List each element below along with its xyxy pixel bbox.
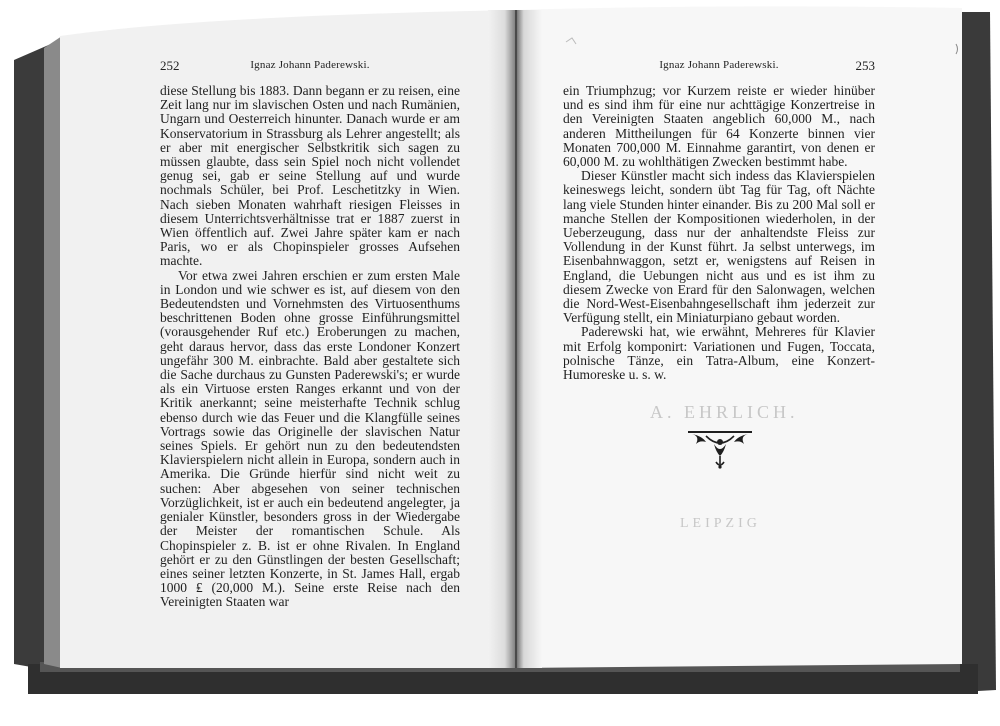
right-page-body <box>563 84 875 382</box>
bleed-through-city: LEIPZIG <box>680 516 761 531</box>
running-head-left: Ignaz Johann Paderewski. <box>250 59 370 71</box>
right-page-header <box>563 58 875 76</box>
bleed-through-author: A. EHRLICH. <box>650 402 799 422</box>
left-page-header <box>160 58 460 76</box>
left-paragraph-2: Vor etwa zwei Jahren erschien er zum ersten Male in London und wie schwer es ist, auf diesem von den Bedeutendsten und Vornehmsten des Virtuosenthums beschrittenen Boden ohne grosse Einführungsmittel (vorausgehender Ruf etc.) Eroberungen zu machen, geht daraus hervor, dass das erste Londoner Konzert ungefähr 300 M. einbrachte. Bald aber gestaltete sich die Sache durchaus zu Gunsten Paderewski's; er wurde als ein Virtuose ersten Ranges erkannt und von der Kritik anerkannt; seine meisterhafte Technik schlug ebenso durch wie das Feuer und die Klangfülle seines Vortrags sowie das Originelle der slavischen Natur seines Spiels. Er gehört nun zu den bedeutendsten Klavierspielern nicht allein in Europa, sondern auch in Amerika. Die Gründe hierfür sind nicht weit zu suchen: Aber abgesehen von seiner technischen Vorzüglichkeit, ist er auch ein bedeutend angelegter, ja genialer Künstler, besonders gross in der Wiedergabe der Meister der romantischen Schule. Als Chopinspieler z. B. ist er ohne Rivalen. In England gehört er zu den Günstlingen der besten Gesellschaft; eines seiner letzten Konzerte, in St. James Hall, ergab 1000 ₤ (20,000 M.). Seine erste Reise nach den Vereinigten Staaten war <box>160 267 460 610</box>
running-head-right: Ignaz Johann Paderewski. <box>659 59 779 71</box>
right-paragraph-2: Dieser Künstler macht sich indess das Klavierspielen keineswegs leicht, sondern übt Tag für Tag, oft Nächte lang viele Stunden hinter einander. Bis zu 200 Mal soll er manche Stellen der Kompositionen wiederholen, in der Ueberzeugung, dass nur der anhaltendste Fleiss zur Vollendung in der Kunst führt. Ja selbst unterwegs, im Eisenbahnwaggon, setzt er, wenigstens auf Reisen in England, die Uebungen nicht aus und es ist ihm zu diesem Zwecke von Erard für den Salonwagen, welchen die Nord-West-Eisenbahngesellschaft ihm jederzeit zur Verfügung stellt, ein Miniaturpiano gebaut worden. <box>563 168 875 326</box>
right-paragraph-1: ein Triumphzug; vor Kurzem reiste er wieder hinüber und es sind ihm für eine nur achttägige Konzertreise in den Vereinigten Staaten angeblich 60,000 M., nach anderen Mittheilungen für 64 Konzerte binnen vier Monaten 700,000 M. Einnahme garantirt, von denen er 60,000 M. zu wohlthätigen Zwecken bestimmt habe. <box>563 83 875 170</box>
right-paragraph-3: Paderewski hat, wie erwähnt, Mehreres für Klavier mit Erfolg komponirt: Variationen und Fugen, Toccata, polnische Tänze, ein Tatra-Album, eine Konzert-Humoreske u. s. w. <box>563 324 875 383</box>
left-page-body <box>160 84 460 610</box>
left-paragraph-1: diese Stellung bis 1883. Dann begann er zu reisen, eine Zeit lang nur im slavischen Osten und nach Rumänien, Ungarn und Oesterreich hinunter. Danach wurde er am Konservatorium in Strassburg als Lehrer angestellt; als er aber mit energischer Selbstkritik sich sagen zu müssen glaubte, dass sein Spiel noch nicht vollendet genug sei, gab er seine Stellung auf und wurde nochmals Schüler, bei Prof. Leschetitzky in Wien. Nach sieben Monaten wahrhaft riesigen Fleisses in diesem Unterrichtsverhältnisse trat er 1887 zuerst in Wien öffentlich auf. Zwei Jahre später kam er nach Paris, wo er als Chopinspieler grosses Aufsehen machte. <box>160 83 460 269</box>
page-number-left: 252 <box>160 58 180 73</box>
fleuron-ornament-icon <box>684 428 756 470</box>
page-number-right: 253 <box>855 58 875 73</box>
